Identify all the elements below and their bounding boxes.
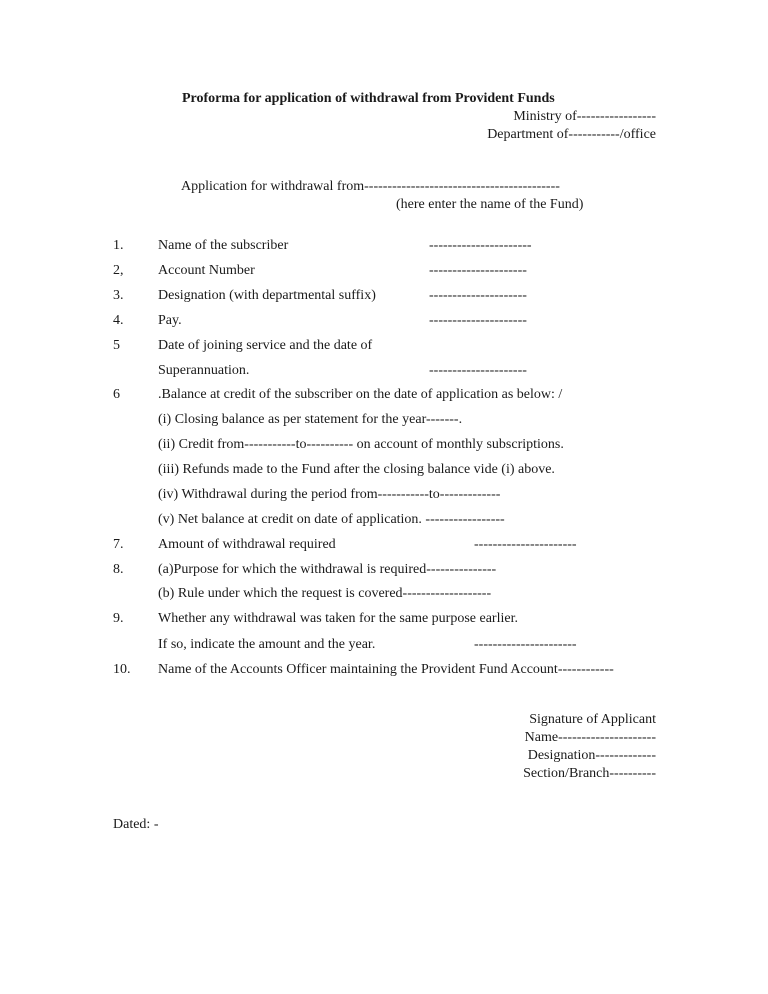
item-blank: --------------------- xyxy=(429,363,527,378)
item-number: 5 xyxy=(113,338,120,353)
signature-section: Section/Branch---------- xyxy=(523,766,656,781)
item-label: Name of the subscriber xyxy=(158,238,289,253)
signature-title: Signature of Applicant xyxy=(529,712,656,727)
form-title: Proforma for application of withdrawal from Provident Funds xyxy=(182,91,555,106)
item-blank: --------------------- xyxy=(429,263,527,278)
item-label: Whether any withdrawal was taken for the same purpose earlier. xyxy=(158,611,518,626)
application-line: Application for withdrawal from------------------------------------------ xyxy=(181,179,560,194)
item-blank: --------------------- xyxy=(429,313,527,328)
item-label-continued: Superannuation. xyxy=(158,363,250,378)
item-number: 3. xyxy=(113,288,124,303)
item-blank: ---------------------- xyxy=(474,537,577,552)
item-label-continued: If so, indicate the amount and the year. xyxy=(158,637,376,652)
item-label: .Balance at credit of the subscriber on the date of application as below: / xyxy=(158,387,563,402)
sub-item: (ii) Credit from-----------to---------- on account of monthly subscriptions. xyxy=(158,437,564,452)
signature-name: Name--------------------- xyxy=(524,730,656,745)
item-label-continued: (b) Rule under which the request is covered------------------- xyxy=(158,586,492,601)
item-number: 8. xyxy=(113,562,124,577)
item-blank: ---------------------- xyxy=(429,238,532,253)
sub-item: (iv) Withdrawal during the period from-----------to------------- xyxy=(158,487,501,502)
item-number: 1. xyxy=(113,238,124,253)
item-label: (a)Purpose for which the withdrawal is required--------------- xyxy=(158,562,497,577)
item-number: 4. xyxy=(113,313,124,328)
sub-item: (v) Net balance at credit on date of application. ----------------- xyxy=(158,512,505,527)
department-line: Department of-----------/office xyxy=(487,127,656,142)
item-label: Pay. xyxy=(158,313,182,328)
item-blank: ---------------------- xyxy=(474,637,577,652)
dated-line: Dated: - xyxy=(113,817,159,832)
item-label: Amount of withdrawal required xyxy=(158,537,336,552)
item-number: 10. xyxy=(113,662,131,677)
item-label: Account Number xyxy=(158,263,255,278)
item-number: 9. xyxy=(113,611,124,626)
item-label: Designation (with departmental suffix) xyxy=(158,288,376,303)
ministry-line: Ministry of----------------- xyxy=(513,109,656,124)
item-number: 7. xyxy=(113,537,124,552)
item-number: 6 xyxy=(113,387,120,402)
sub-item: (iii) Refunds made to the Fund after the closing balance vide (i) above. xyxy=(158,462,555,477)
item-blank: --------------------- xyxy=(429,288,527,303)
sub-item: (i) Closing balance as per statement for the year-------. xyxy=(158,412,463,427)
item-label: Date of joining service and the date of xyxy=(158,338,373,353)
signature-designation: Designation------------- xyxy=(527,748,656,763)
item-number: 2, xyxy=(113,263,124,278)
fund-name-note: (here enter the name of the Fund) xyxy=(396,197,584,212)
item-label: Name of the Accounts Officer maintaining the Provident Fund Account------------ xyxy=(158,662,614,677)
